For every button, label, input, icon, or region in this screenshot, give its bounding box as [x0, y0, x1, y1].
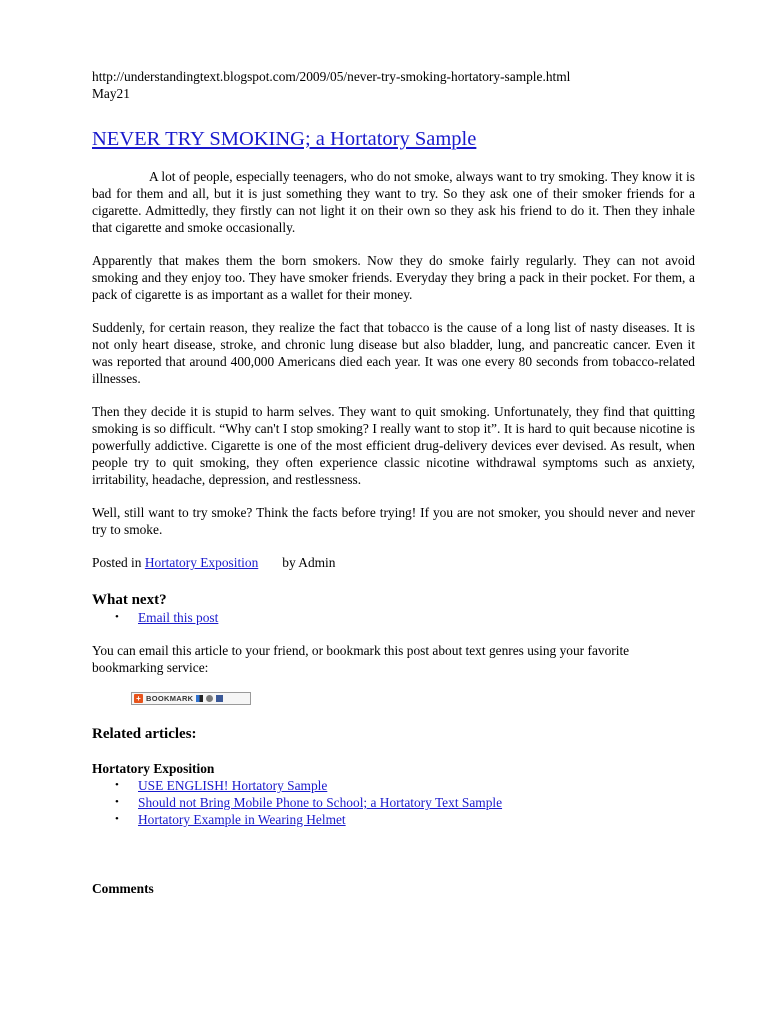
- post-author: by Admin: [282, 555, 336, 570]
- bullet-icon: •: [115, 611, 119, 623]
- article-paragraph-4: Then they decide it is stupid to harm selves. They want to quit smoking. Unfortunately, they find that quitting smoking is so difficult. “Why can't I stop smoking? I really want to stop it”. It is hard to quit because nicotine is powerfully addictive. Cigarette is one of the most efficient drug-delivery devices ever devised. As result, when people try to quit smoking, they often experience classic nicotine withdrawal symptoms such as anxiety, irritability, headache, depression, and restlessness.: [92, 404, 695, 487]
- related-group-title: Hortatory Exposition: [92, 761, 215, 776]
- bookmark-button[interactable]: [131, 692, 251, 705]
- source-url: http://understandingtext.blogspot.com/2009/05/never-try-smoking-hortatory-sample.html: [92, 69, 571, 84]
- bullet-icon: •: [115, 796, 119, 808]
- what-next-heading: What next?: [92, 592, 167, 608]
- article-paragraph-2: Apparently that makes them the born smokers. Now they do smoke fairly regularly. They can not avoid smoking and they enjoy too. They have smoker friends. Everyday they bring a pack in their pocket. For them, a pack of cigarette is as important as a wallet for their money.: [92, 253, 695, 302]
- digg-icon: [206, 695, 213, 702]
- related-list: [92, 777, 695, 828]
- related-link-3[interactable]: Hortatory Example in Wearing Helmet: [138, 812, 346, 827]
- article-title-link[interactable]: NEVER TRY SMOKING; a Hortatory Sample: [92, 128, 477, 150]
- facebook-icon: [216, 695, 223, 702]
- related-link-2[interactable]: Should not Bring Mobile Phone to School; a Hortatory Text Sample: [138, 795, 503, 810]
- email-post-link[interactable]: Email this post: [138, 610, 219, 625]
- document-page: [92, 68, 695, 897]
- posted-in-label: Posted in: [92, 555, 142, 570]
- plus-icon: +: [134, 694, 143, 703]
- related-articles-heading: Related articles:: [92, 726, 197, 742]
- list-item: [92, 609, 695, 626]
- article-paragraph-3: Suddenly, for certain reason, they realize the fact that tobacco is the cause of a long list of nasty diseases. It is not only heart disease, stroke, and chronic lung disease but also bladder, lung, and pancreatic cancer. Even it was reported that around 400,000 Americans died each year. It was one every 80 seconds from tobacco-related illnesses.: [92, 320, 695, 386]
- comments-heading: Comments: [92, 881, 154, 896]
- article-paragraph-5: Well, still want to try smoke? Think the facts before trying! If you are not smoker, you should never and never try to smoke.: [92, 505, 695, 537]
- post-date: May21: [92, 86, 130, 101]
- article-title: [92, 127, 695, 151]
- list-item: [92, 777, 695, 794]
- category-link[interactable]: Hortatory Exposition: [144, 555, 259, 570]
- article-paragraph-1: A lot of people, especially teenagers, who do not smoke, always want to try smoking. They know it is bad for them and all, but it is just something they want to try. So they ask one of their smoker friends for a cigarette. Admittedly, they firstly can not light it on their own so they ask his friend to do it. Then they inhale that cigarette and smoke occasionally.: [92, 169, 695, 235]
- email-list: [92, 609, 695, 626]
- bullet-icon: •: [115, 779, 119, 791]
- list-item: [92, 811, 695, 828]
- related-link-1[interactable]: USE ENGLISH! Hortatory Sample: [138, 778, 328, 793]
- post-meta: [92, 554, 695, 571]
- delicious-icon: [196, 695, 203, 702]
- bookmark-note: You can email this article to your friend, or bookmark this post about text genres using your favorite bookmarking service:: [92, 643, 630, 675]
- list-item: [92, 794, 695, 811]
- bullet-icon: •: [115, 813, 119, 825]
- bookmark-label: BOOKMARK: [146, 694, 194, 703]
